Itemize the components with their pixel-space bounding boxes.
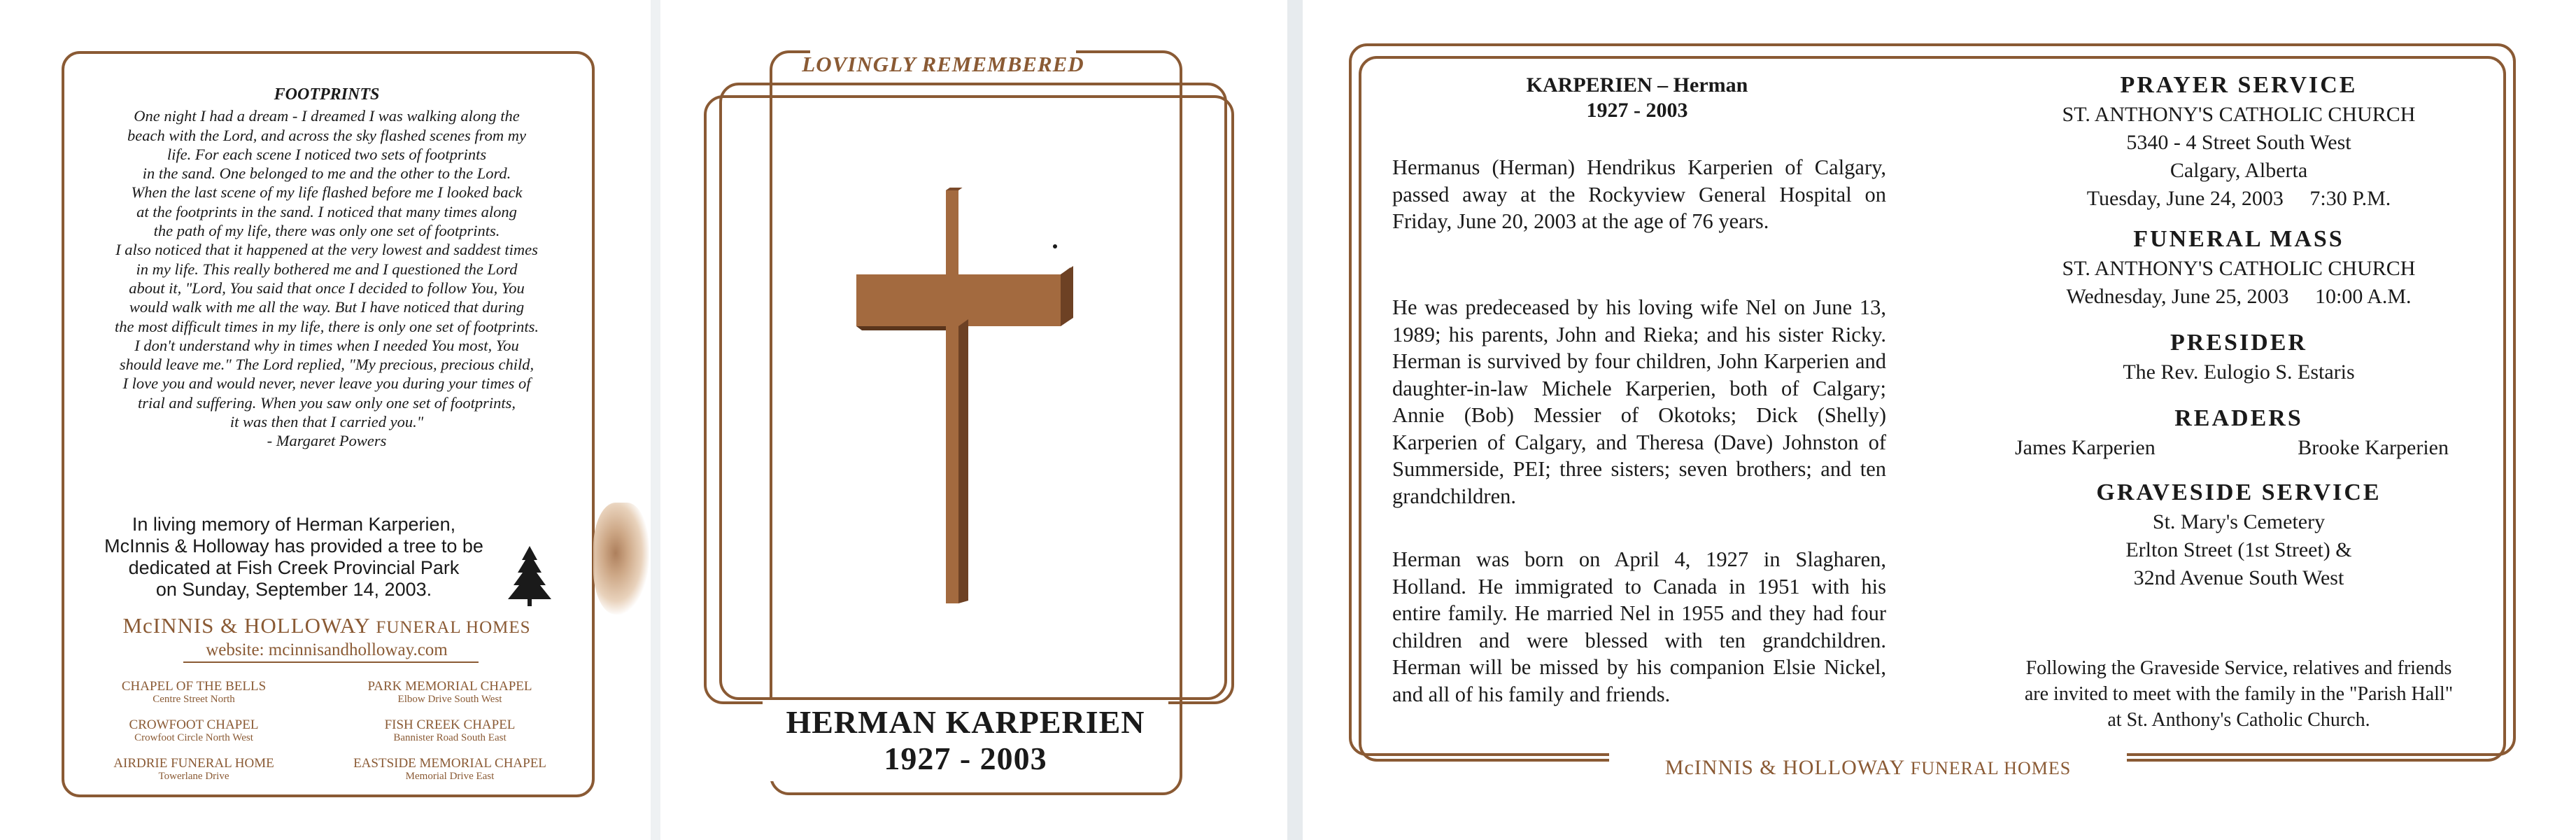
chapel-address: Towerlane Drive [158,771,229,782]
memorial-line: McInnis & Holloway has provided a tree to be [104,536,483,556]
mass-datetime: Wednesday, June 25, 2003 10:00 A.M. [2066,285,2412,308]
presider-name: The Rev. Eulogio S. Estaris [2123,360,2355,384]
footprints-poem [71,85,582,451]
pine-tree-icon [504,545,555,608]
chapel-name: FISH CREEK CHAPEL [384,718,516,732]
memorial-line: In living memory of Herman Karperien, [132,514,456,535]
memorial-line: dedicated at Fish Creek Provincial Park [128,557,460,578]
chapel-address: Crowfoot Circle North West [134,732,253,743]
poem-author: - Margaret Powers [267,432,387,450]
graveside-heading: GRAVESIDE SERVICE [2096,479,2382,505]
reader-name: James Karperien [2015,436,2156,459]
poem-line: life. For each scene I noticed two sets of footprints [167,145,487,163]
chapel-name: AIRDRIE FUNERAL HOME [113,756,274,771]
obituary-paragraph: Hermanus (Herman) Hendrikus Karperien of Calgary, passed away at the Rockyview General Hospital on Friday, June 20, 2003 at the age of 76 years. [1392,155,1886,233]
graveside-street: 32nd Avenue South West [2133,566,2344,589]
graveside-place: St. Mary's Cemetery [2152,510,2326,533]
paper-stain [593,503,649,615]
poem-line: I don't understand why in times when I needed You most, You [134,336,519,354]
obituary-years: 1927 - 2003 [1586,99,1688,122]
poem-line: in my life. This really bothered me and I questioned the Lord [136,260,518,278]
life-years: 1927 - 2003 [884,741,1047,776]
footer-funeral-home [1581,756,2155,780]
chapel-address: Centre Street North [153,694,235,705]
chapel-address: Bannister Road South East [393,732,507,743]
chapel-entry [78,718,309,744]
footer-name-main: McINNIS & HOLLOWAY [1664,756,1905,779]
cover-banner: LOVINGLY REMEMBERED [802,52,1084,76]
cover-name-block [756,704,1175,777]
reader-name: Brooke Karperien [2298,436,2449,459]
chapel-entry [78,756,309,783]
readers-list [1980,434,2498,462]
chapel-entry [334,679,565,706]
obituary-paragraph: He was predeceased by his loving wife Nel on June 13, 1989; his parents, John and Rieka; and his sister Ricky. Herman is survived by four children, John Karperien and daughter-in-law Michele Karperien, both of Calgary; Annie (Bob) Messier of Okotoks; Dick (Shelly) Karperien of Calgary, and Theresa (Dave) Johnston of Summerside, PEI; three sisters; seven brothers; and ten grandchildren. [1392,295,1886,508]
poem-line: in the sand. One belonged to me and the other to the Lord. [142,164,511,183]
poem-line: I also noticed that it happened at the very lowest and saddest times [115,241,538,259]
deceased-name: HERMAN KARPERIEN [786,704,1145,740]
poem-line: would walk with me all the way. But I have noticed that during [129,298,525,316]
funeral-mass-heading: FUNERAL MASS [2133,226,2344,252]
chapel-name: PARK MEMORIAL CHAPEL [367,679,532,694]
poem-line: trial and suffering. When you saw only one set of footprints, [138,393,516,412]
poem-line: One night I had a dream - I dreamed I was walking along the [134,107,520,125]
prayer-address: 5340 - 4 Street South West [2126,131,2351,154]
reception-note [1980,655,2498,733]
funeral-home-block [71,613,582,660]
poem-line: beach with the Lord, and across the sky flashed scenes from my [127,126,526,144]
chapel-address: Memorial Drive East [405,771,495,782]
service-details [1980,70,2498,592]
divider [183,662,479,663]
prayer-church: ST. ANTHONY'S CATHOLIC CHURCH [2062,103,2416,126]
poem-line: about it, "Lord, You said that once I decided to follow You, You [129,279,525,297]
presider-heading: PRESIDER [2170,330,2307,356]
reception-line: are invited to meet with the family in the "Parish Hall" [2024,683,2454,705]
poem-line: When the last scene of my life flashed before me I looked back [131,183,523,202]
poem-line: I love you and would never, never leave you during your times of [122,374,531,393]
obituary-name: KARPERIEN – Herman [1526,74,1748,97]
tree-memorial-note [84,514,504,601]
footer-name-sub: FUNERAL HOMES [1910,758,2072,778]
poem-title: FOOTPRINTS [274,85,380,104]
chapel-name: CHAPEL OF THE BELLS [121,679,267,694]
graveside-street: Erlton Street (1st Street) & [2125,538,2352,561]
chapel-entry [334,756,565,783]
memorial-line: on Sunday, September 14, 2003. [155,579,432,600]
chapel-name: CROWFOOT CHAPEL [129,718,259,732]
reception-line: Following the Graveside Service, relatives and friends [2025,657,2452,679]
prayer-city: Calgary, Alberta [2170,159,2308,182]
chapel-address: Elbow Drive South West [397,694,502,705]
poem-line: the path of my life, there was only one set of footprints. [153,222,500,240]
prayer-service-heading: PRAYER SERVICE [2120,72,2358,98]
fold-shading-left [651,0,660,840]
fold-shading-center [1287,0,1303,840]
obituary-heading [1483,73,1791,123]
poem-line: the most difficult times in my life, there is only one set of footprints. [115,317,539,335]
poem-line: at the footprints in the sand. I noticed that many times along [136,202,517,220]
poem-line: it was then that I carried you." [229,413,424,431]
chapel-entry [78,679,309,706]
chapel-name: EASTSIDE MEMORIAL CHAPEL [353,756,546,771]
cross-icon [854,188,1091,608]
readers-heading: READERS [2174,405,2303,431]
poem-line: should leave me." The Lord replied, "My precious, precious child, [119,356,535,374]
reception-line: at St. Anthony's Catholic Church. [2107,709,2370,731]
funeral-home-name-main: McINNIS & HOLLOWAY [122,613,370,638]
chapel-entry [334,718,565,744]
prayer-datetime: Tuesday, June 24, 2003 7:30 P.M. [2086,187,2391,210]
funeral-home-website: website: mcinnisandholloway.com [206,640,448,659]
funeral-home-name [71,613,582,638]
funeral-home-name-sub: FUNERAL HOMES [376,618,531,637]
obituary-paragraph: Herman was born on April 4, 1927 in Slagharen, Holland. He immigrated to Canada in 1951 with his entire family. He married Nel in 1955 and they had four children and were blessed with ten grandchildren. Herman will be missed by his companion Elsie Nickel, and all of his family and friends. [1392,547,1886,706]
mass-church: ST. ANTHONY'S CATHOLIC CHURCH [2062,257,2416,280]
